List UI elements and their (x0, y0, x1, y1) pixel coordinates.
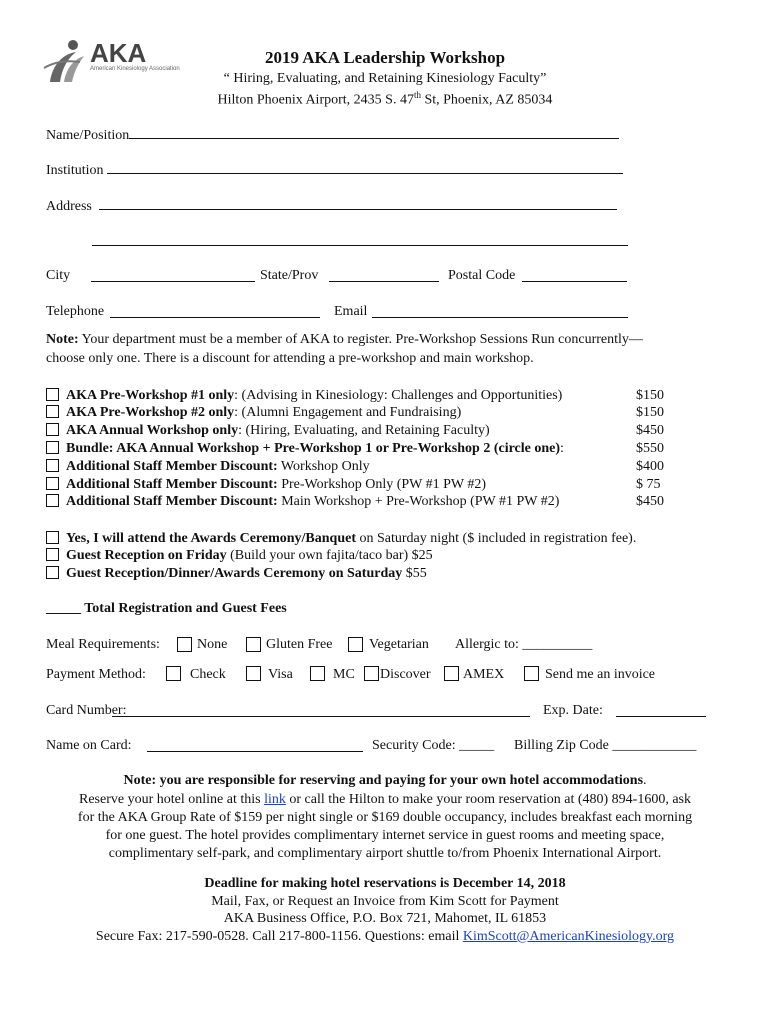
event-checkbox[interactable] (46, 548, 59, 561)
event-checkbox[interactable] (46, 531, 59, 544)
event-row[interactable] (46, 548, 433, 564)
option-checkbox[interactable] (46, 459, 59, 472)
option-row[interactable] (46, 441, 564, 457)
hotel-note-line4: for one guest. The hotel provides complimentary internet service in guest rooms and meeting space, (105, 828, 665, 843)
exp-date-label: Exp. Date: (543, 703, 603, 718)
security-code[interactable]: Security Code: _____ (372, 738, 495, 753)
card-number-label: Card Number: (46, 703, 127, 718)
note-label: Note: (46, 332, 79, 347)
meal-gluten-checkbox[interactable] (246, 637, 261, 652)
hotel-reservation-link[interactable]: link (264, 792, 286, 807)
venue-pre: Hilton Phoenix Airport, 2435 S. 47 (217, 92, 414, 108)
total-blank[interactable]: _____ (46, 601, 81, 616)
name-position-row (46, 126, 619, 144)
note-line1: Your department must be a member of AKA to register. Pre-Workshop Sessions Run concurrently— (78, 332, 643, 347)
option-price: $ 75 (636, 477, 661, 492)
option-title: Additional Staff Member Discount: (66, 494, 278, 509)
option-title: AKA Pre-Workshop #2 only (66, 405, 235, 420)
name-on-card-label: Name on Card: (46, 738, 132, 753)
meal-veg-checkbox[interactable] (348, 637, 363, 652)
option-checkbox[interactable] (46, 405, 59, 418)
state-label: State/Prov (260, 268, 319, 283)
telephone-field[interactable] (110, 305, 320, 318)
option-title: Additional Staff Member Discount: (66, 477, 278, 492)
option-price: $400 (636, 459, 664, 474)
option-detail: Main Workshop + Pre-Workshop (PW #1 PW #2) (277, 494, 560, 509)
option-detail: Workshop Only (277, 459, 370, 474)
deadline-heading: Deadline for making hotel reservations is December 14, 2018 (204, 876, 566, 891)
institution-row (46, 161, 623, 179)
option-checkbox[interactable] (46, 441, 59, 454)
payment-amex-checkbox[interactable] (444, 666, 459, 681)
hotel-note-line5: complimentary self-park, and complimentary airport shuttle to/from Phoenix International Airport. (108, 846, 662, 861)
option-price: $450 (636, 494, 664, 509)
address-line2[interactable] (92, 233, 628, 246)
contact-email-link[interactable]: KimScott@AmericanKinesiology.org (462, 929, 675, 944)
address-label: Address (46, 199, 92, 214)
option-checkbox[interactable] (46, 423, 59, 436)
membership-note (46, 332, 643, 348)
note-line2: choose only one. There is a discount for attending a pre-workshop and main workshop. (46, 351, 534, 366)
payment-mc-checkbox[interactable] (310, 666, 325, 681)
venue-sup: th (413, 90, 421, 100)
option-title: AKA Annual Workshop only (66, 423, 239, 438)
venue-post: St, Phoenix, AZ 85034 (420, 92, 553, 108)
option-title: Additional Staff Member Discount: (66, 459, 278, 474)
payment-visa-checkbox[interactable] (246, 666, 261, 681)
email-field[interactable] (372, 305, 628, 318)
option-row[interactable] (46, 423, 490, 439)
hotel-note-line2 (0, 792, 770, 808)
logo-name: AKA (90, 38, 147, 68)
meal-allergic[interactable]: Allergic to: __________ (455, 637, 593, 652)
event-title: Guest Reception on Friday (66, 548, 227, 563)
hotel-l2-post: or call the Hilton to make your room reservation at (480) 894-1600, ask (285, 792, 691, 807)
page-title: 2019 AKA Leadership Workshop (264, 48, 506, 67)
page-subtitle: “ Hiring, Evaluating, and Retaining Kinesiology Faculty” (223, 71, 547, 86)
billing-zip[interactable]: Billing Zip Code ____________ (514, 738, 697, 753)
option-checkbox[interactable] (46, 388, 59, 401)
payment-visa-label: Visa (268, 667, 293, 682)
meal-gluten-label: Gluten Free (266, 637, 333, 652)
total-label: Total Registration and Guest Fees (81, 601, 287, 616)
logo-subtitle: American Kinesiology Association (90, 66, 180, 72)
option-price: $450 (636, 423, 664, 438)
city-field[interactable] (91, 269, 255, 282)
state-field[interactable] (329, 269, 439, 282)
institution-label: Institution (46, 163, 104, 178)
payment-label: Payment Method: (46, 667, 146, 682)
option-detail: : (Alumni Engagement and Fundraising) (234, 405, 462, 420)
option-price: $150 (636, 388, 664, 403)
option-row[interactable] (46, 388, 562, 404)
event-detail: $55 (402, 566, 427, 581)
name-position-label: Name/Position (46, 128, 130, 143)
option-title: Bundle: AKA Annual Workshop + Pre-Workshop 1 or Pre-Workshop 2 (circle one) (66, 441, 561, 456)
meal-veg-label: Vegetarian (369, 637, 429, 652)
postal-label: Postal Code (448, 268, 516, 283)
option-detail: Pre-Workshop Only (PW #1 PW #2) (277, 477, 487, 492)
event-checkbox[interactable] (46, 566, 59, 579)
address-field[interactable] (99, 197, 617, 210)
venue-line (0, 90, 770, 109)
card-number-field[interactable] (112, 704, 530, 717)
event-row[interactable] (46, 566, 427, 582)
city-label: City (46, 268, 71, 283)
hotel-note-period: . (643, 773, 647, 788)
payment-check-label: Check (190, 667, 226, 682)
option-title: AKA Pre-Workshop #1 only (66, 388, 235, 403)
name-position-field[interactable] (129, 126, 619, 139)
option-checkbox[interactable] (46, 477, 59, 490)
hotel-note-bold: Note: you are responsible for reserving and paying for your own hotel accommodations (123, 773, 644, 788)
meal-none-checkbox[interactable] (177, 637, 192, 652)
telephone-label: Telephone (46, 304, 105, 319)
event-detail: (Build your own fajita/taco bar) $25 (226, 548, 433, 563)
option-row[interactable] (46, 459, 370, 475)
option-row[interactable] (46, 494, 559, 510)
institution-field[interactable] (107, 161, 623, 174)
payment-invoice-label: Send me an invoice (545, 667, 656, 682)
deadline-line4 (0, 929, 770, 945)
name-on-card-field[interactable] (147, 739, 363, 752)
option-price: $550 (636, 441, 664, 456)
email-label: Email (334, 304, 368, 319)
event-detail: on Saturday night ($ included in registration fee). (356, 531, 637, 546)
option-row[interactable] (46, 477, 486, 493)
meal-label: Meal Requirements: (46, 637, 160, 652)
address-row (46, 197, 617, 215)
payment-amex-label: AMEX (463, 667, 505, 682)
event-title: Guest Reception/Dinner/Awards Ceremony on Saturday (66, 566, 403, 581)
meal-none-label: None (197, 637, 228, 652)
payment-invoice-checkbox[interactable] (524, 666, 539, 681)
payment-discover-label: Discover (380, 667, 431, 682)
option-detail: : (Advising in Kinesiology: Challenges and Opportunities) (234, 388, 563, 403)
option-checkbox[interactable] (46, 494, 59, 507)
hotel-note-heading (0, 773, 770, 789)
contact-text: Secure Fax: 217-590-0528. Call 217-800-1156. Questions: email (95, 929, 463, 944)
deadline-line2: Mail, Fax, or Request an Invoice from Kim Scott for Payment (211, 894, 559, 909)
payment-check-checkbox[interactable] (166, 666, 181, 681)
event-row[interactable] (46, 531, 636, 547)
total-fees (46, 601, 287, 617)
option-row[interactable] (46, 405, 461, 421)
deadline-line3: AKA Business Office, P.O. Box 721, Mahomet, IL 61853 (223, 911, 547, 926)
option-price: $150 (636, 405, 664, 420)
payment-mc-label: MC (333, 667, 355, 682)
city-row (46, 268, 70, 284)
event-title: Yes, I will attend the Awards Ceremony/Banquet (66, 531, 356, 546)
payment-discover-checkbox[interactable] (364, 666, 379, 681)
hotel-l2-pre: Reserve your hotel online at this (79, 792, 265, 807)
option-detail: : (Hiring, Evaluating, and Retaining Faculty) (238, 423, 490, 438)
option-detail: : (560, 441, 564, 456)
hotel-note-line3: for the AKA Group Rate of $159 per night single or $169 double occupancy, includes breakfast each morning (77, 810, 693, 825)
exp-date-field[interactable] (616, 704, 706, 717)
postal-field[interactable] (522, 269, 627, 282)
